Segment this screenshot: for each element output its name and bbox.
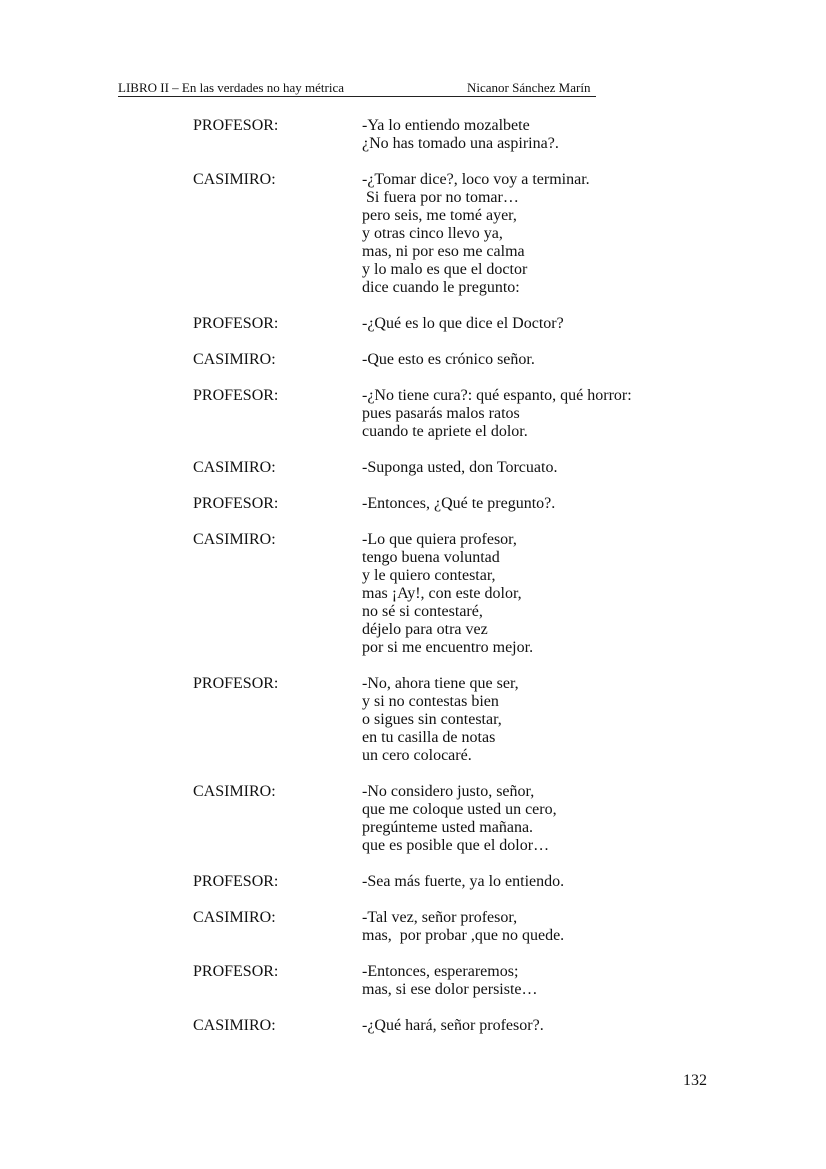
speaker-name: PROFESOR: [193, 315, 279, 332]
dialogue-turn [193, 459, 713, 477]
header-author: Nicanor Sánchez Marín [467, 80, 591, 95]
speech-line: no sé si contestaré, [362, 603, 483, 620]
speech-lines [362, 531, 713, 657]
speech-line: y lo malo es que el doctor [362, 261, 528, 278]
dialogue-turn [193, 963, 713, 999]
speech-line: -Entonces, esperaremos; [362, 963, 519, 980]
speech-lines [362, 495, 713, 513]
speaker-name: CASIMIRO: [193, 531, 276, 548]
speech-line: o sigues sin contestar, [362, 711, 502, 728]
speech-lines [362, 171, 713, 297]
speech-line: mas, si ese dolor persiste… [362, 981, 538, 998]
speech-line: -¿Qué hará, señor profesor?. [362, 1017, 544, 1034]
dialogue-turn [193, 495, 713, 513]
speech-lines [362, 315, 713, 333]
speech-line: en tu casilla de notas [362, 729, 496, 746]
speech-line: -No considero justo, señor, [362, 783, 535, 800]
speech-line: ¿No has tomado una aspirina?. [362, 135, 559, 152]
dialogue-turn [193, 783, 713, 855]
speech-line: por si me encuentro mejor. [362, 639, 534, 656]
speech-line: -Que esto es crónico señor. [362, 351, 535, 368]
speech-lines [362, 117, 713, 153]
speaker-name: PROFESOR: [193, 675, 279, 692]
speech-line: -Ya lo entiendo mozalbete [362, 117, 530, 134]
speech-line: y otras cinco llevo ya, [362, 225, 503, 242]
speech-lines [362, 963, 713, 999]
speaker-name: CASIMIRO: [193, 171, 276, 188]
dialogue-turn [193, 387, 713, 441]
speaker-name: PROFESOR: [193, 387, 279, 404]
speech-line: mas, por probar ,que no quede. [362, 927, 565, 944]
speaker-name: PROFESOR: [193, 963, 279, 980]
speech-line: -Entonces, ¿Qué te pregunto?. [362, 495, 556, 512]
dialogue-turn [193, 171, 713, 297]
speech-line: pues pasarás malos ratos [362, 405, 520, 422]
speech-line: pero seis, me tomé ayer, [362, 207, 517, 224]
dialogue-turn [193, 675, 713, 765]
speech-line: -Sea más fuerte, ya lo entiendo. [362, 873, 565, 890]
speaker-name: CASIMIRO: [193, 459, 276, 476]
speaker-name: CASIMIRO: [193, 1017, 276, 1034]
speech-line: cuando te apriete el dolor. [362, 423, 528, 440]
speech-line: -Lo que quiera profesor, [362, 531, 517, 548]
speech-lines [362, 1017, 713, 1035]
speech-line: -¿Qué es lo que dice el Doctor? [362, 315, 564, 332]
speech-lines [362, 909, 713, 945]
dialogue-turn [193, 351, 713, 369]
dialogue-turn [193, 1017, 713, 1035]
speech-line: mas, ni por eso me calma [362, 243, 525, 260]
speech-lines [362, 351, 713, 369]
speech-line: que me coloque usted un cero, [362, 801, 557, 818]
speech-line: -¿No tiene cura?: qué espanto, qué horror: [362, 387, 632, 404]
dialogue-turn [193, 531, 713, 657]
running-header [118, 80, 596, 97]
speech-line: mas ¡Ay!, con este dolor, [362, 585, 522, 602]
speech-lines [362, 783, 713, 855]
dialogue-turn [193, 873, 713, 891]
dialogue-turn [193, 315, 713, 333]
speaker-name: PROFESOR: [193, 873, 279, 890]
speaker-name: CASIMIRO: [193, 351, 276, 368]
dialogue [193, 117, 713, 1053]
speech-line: déjelo para otra vez [362, 621, 488, 638]
speech-line: pregúnteme usted mañana. [362, 819, 534, 836]
speech-line: y le quiero contestar, [362, 567, 496, 584]
speech-lines [362, 873, 713, 891]
speaker-name: CASIMIRO: [193, 783, 276, 800]
speech-line: -¿Tomar dice?, loco voy a terminar. [362, 171, 590, 188]
speech-lines [362, 387, 713, 441]
speech-line: que es posible que el dolor… [362, 837, 550, 854]
speech-line: dice cuando le pregunto: [362, 279, 520, 296]
speech-lines [362, 459, 713, 477]
speaker-name: PROFESOR: [193, 117, 279, 134]
speech-line: -Suponga usted, don Torcuato. [362, 459, 558, 476]
header-book-title: LIBRO II – En las verdades no hay métrica [118, 80, 344, 95]
dialogue-turn [193, 909, 713, 945]
speech-lines [362, 675, 713, 765]
page-number: 132 [683, 1072, 707, 1089]
speech-line: tengo buena voluntad [362, 549, 500, 566]
speech-line: -No, ahora tiene que ser, [362, 675, 519, 692]
speech-line: -Tal vez, señor profesor, [362, 909, 518, 926]
speech-line: Si fuera por no tomar… [362, 189, 519, 206]
speaker-name: PROFESOR: [193, 495, 279, 512]
speech-line: un cero colocaré. [362, 747, 472, 764]
dialogue-turn [193, 117, 713, 153]
speaker-name: CASIMIRO: [193, 909, 276, 926]
speech-line: y si no contestas bien [362, 693, 499, 710]
